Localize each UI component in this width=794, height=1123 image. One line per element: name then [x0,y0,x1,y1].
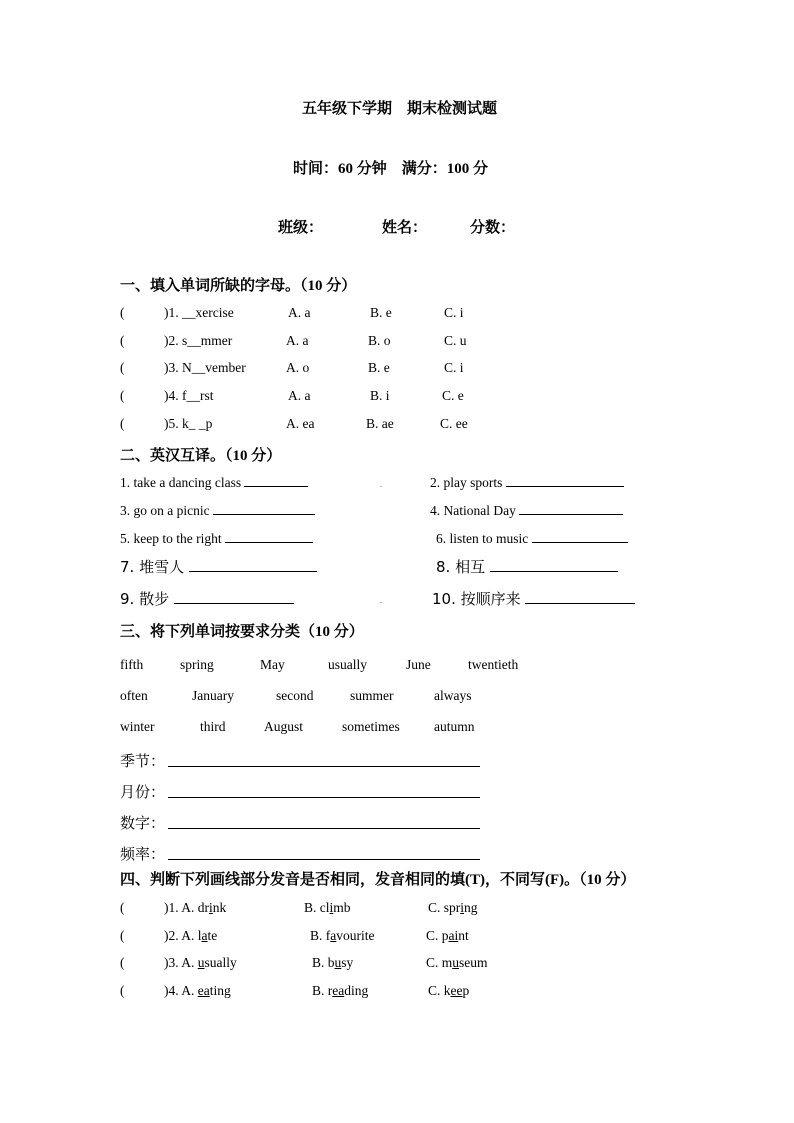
answer-paren: ( [120,388,125,403]
option-c-word: C. keep [428,983,470,998]
answer-paren: ( [120,928,125,943]
option-c: C. e [442,388,464,403]
translate-item-5: 5. keep to the right [120,530,313,547]
answer-line [168,797,480,798]
translate-item-9: 9. 散步 [120,588,294,609]
answer-paren: ( [120,416,125,431]
word-bank-word: third [200,719,226,734]
name-label: 姓名： [382,220,428,236]
question-text: )2. s__mmer [164,333,233,348]
category-months-label: 月份： [120,783,166,801]
word-bank-word: second [276,688,314,703]
answer-paren: ( [120,333,125,348]
word-bank-word: sometimes [342,719,400,734]
time-score-line: 时间：60 分钟 满分：100 分 [293,161,489,177]
word-bank-word: usually [328,657,367,672]
class-label: 班级： [278,220,324,236]
option-a-word: )3. A. usually [164,955,237,970]
option-a-word: )2. A. late [164,928,218,943]
score-label: 分数： [470,220,516,236]
option-b-word: B. favourite [310,928,375,943]
answer-line [168,766,480,767]
translate-item-8: 8. 相互 [436,556,618,577]
answer-paren: ( [120,955,125,970]
option-b-word: B. climb [304,900,351,915]
option-c-word: C. spring [428,900,478,915]
option-c-word: C. paint [426,928,469,943]
category-numbers-label: 数字： [120,814,166,832]
answer-line [168,859,480,860]
question-text: )4. f__rst [164,388,214,403]
option-a: A. ea [286,416,315,431]
option-a: A. o [286,360,310,375]
option-a: A. a [288,388,311,403]
word-bank-word: autumn [434,719,475,734]
question-text: )1. __xercise [164,305,234,320]
page-title: 五年级下学期 期末检测试题 [302,101,498,117]
option-c: C. u [444,333,467,348]
word-bank-word: January [192,688,234,703]
word-bank-word: spring [180,657,214,672]
translate-item-1: 1. take a dancing class [120,474,308,491]
word-bank-word: August [264,719,304,734]
decorative-dot [380,602,382,603]
word-bank-word: often [120,688,148,703]
word-bank-word: always [434,688,472,703]
option-a: A. a [286,333,309,348]
option-a-word: )1. A. drink [164,900,227,915]
translate-item-6: 6. listen to music [436,530,628,547]
section3-heading: 三、将下列单词按要求分类（10 分） [120,624,364,640]
answer-paren: ( [120,360,125,375]
option-a: A. a [288,305,311,320]
answer-paren: ( [120,305,125,320]
translate-item-2: 2. play sports [430,474,624,491]
translate-item-7: 7. 堆雪人 [120,556,317,577]
decorative-dot [380,486,382,487]
section1-heading: 一、填入单词所缺的字母。（10 分） [120,278,357,294]
section2-heading: 二、英汉互译。（10 分） [120,448,282,464]
question-text: )3. N__vember [164,360,246,375]
section4-heading: 四、判断下列画线部分发音是否相同，发音相同的填(T)，不同写(F)。（10 分） [120,872,636,888]
option-c-word: C. museum [426,955,488,970]
category-frequency-label: 频率： [120,845,166,863]
word-bank-word: twentieth [468,657,519,672]
option-b: B. e [370,305,392,320]
question-text: )5. k_ _p [164,416,213,431]
option-b: B. i [370,388,390,403]
translate-item-3: 3. go on a picnic [120,502,315,519]
category-seasons-label: 季节： [120,752,166,770]
option-b: B. e [368,360,390,375]
option-b-word: B. reading [312,983,369,998]
answer-paren: ( [120,983,125,998]
translate-item-4: 4. National Day [430,502,623,519]
option-b-word: B. busy [312,955,354,970]
word-bank-word: summer [350,688,394,703]
word-bank-word: winter [120,719,155,734]
option-a-word: )4. A. eating [164,983,231,998]
option-b: B. o [368,333,391,348]
word-bank-word: fifth [120,657,144,672]
answer-paren: ( [120,900,125,915]
answer-line [168,828,480,829]
translate-item-10: 10. 按顺序来 [432,588,635,609]
word-bank-word: June [406,657,431,672]
option-c: C. i [444,360,464,375]
option-b: B. ae [366,416,394,431]
option-c: C. i [444,305,464,320]
word-bank-word: May [260,657,285,672]
option-c: C. ee [440,416,468,431]
